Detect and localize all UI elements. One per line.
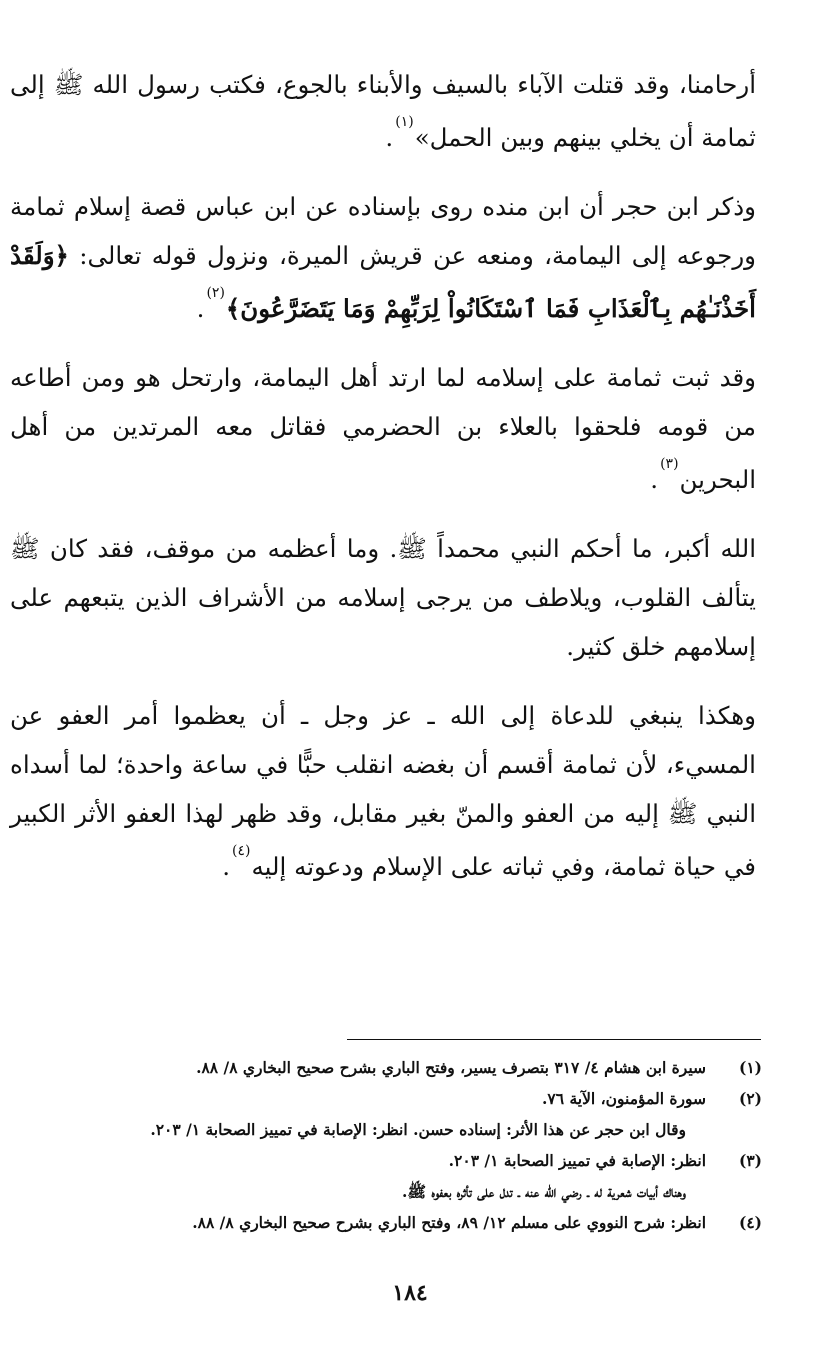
paragraph-end: . [650,465,659,495]
footnote-text: انظر: شرح النووي على مسلم ١٢/ ٨٩، وفتح الباري بشرح صحيح البخاري ٨/ ٨٨. [192,1213,706,1232]
footnote-text: سيرة ابن هشام ٤/ ٣١٧ بتصرف يسير، وفتح الباري بشرح صحيح البخاري ٨/ ٨٨. [196,1058,706,1077]
footnote-3-continuation: وهناك أبيات شعرية له ـ رضي الله عنه ـ تدل على تأثره بعفوه ﷺ. [401,1182,686,1201]
paragraph-end: . [385,123,394,153]
footnote-ref-3: (٣) [660,456,679,473]
footnote-4 [30,1207,762,1238]
paragraph-end: . [222,852,231,882]
paragraph-text: وذكر ابن حجر أن ابن منده روى بإسناده عن ابن عباس قصة إسلام ثمامة ورجوعه إلى اليمامة، ومنعه عن قريش الميرة، ونزول قوله تعالى: [10,192,756,271]
paragraph-4 [10,524,756,671]
footnote-ref-2: (٢) [206,285,225,302]
footnote-number: (٢) [738,1089,762,1108]
paragraph-5 [10,691,756,891]
paragraph-text: وقد ثبت ثمامة على إسلامه لما ارتد أهل اليمامة، وارتحل هو ومن أطاعه من قومه فلحقوا بالعلاء بن الحضرمي فقاتل معه المرتدين من أهل البحرين [10,363,756,495]
footnote-number: (٣) [738,1151,762,1170]
footnote-ref-4: (٤) [232,843,251,860]
footnote-text: سورة المؤمنون، الآية ٧٦. [542,1089,706,1108]
footnotes [30,1052,762,1238]
paragraph-2 [10,182,756,333]
main-text [10,60,756,912]
paragraph-3 [10,353,756,504]
footnote-2 [30,1083,762,1114]
page-number: ١٨٤ [392,1280,428,1306]
footnote-text: انظر: الإصابة في تمييز الصحابة ١/ ٢٠٣. [448,1151,706,1170]
paragraph-text: الله أكبر، ما أحكم النبي محمداً ﷺ. وما أعظمه من موقف، فقد كان ﷺ يتألف القلوب، ويلاطف من يرجى إسلامه من الأشراف الذين يتبعهم على إسلامهم خلق كثير. [10,534,756,662]
footnote-3 [30,1145,762,1176]
paragraph-text: وهكذا ينبغي للدعاة إلى الله ـ عز وجل ـ أن يعظموا أمر العفو عن المسيء، لأن ثمامة أقسم أن بغضه انقلب حبًّا في ساعة واحدة؛ لما أسداه النبي ﷺ إليه من العفو والمنّ بغير مقابل، وقد ظهر لهذا العفو الأثر الكبير في حياة ثمامة، وفي ثباته على الإسلام ودعوته إليه [10,701,756,882]
footnote-separator [347,1039,761,1040]
footnote-number: (٤) [738,1213,762,1232]
footnote-number: (١) [738,1058,762,1077]
paragraph-text: أرحامنا، وقد قتلت الآباء بالسيف والأبناء بالجوع، فكتب رسول الله ﷺ إلى ثمامة أن يخلي بينهم وبين الحمل» [10,70,756,153]
paragraph-1 [10,60,756,162]
quran-verse: ﴿وَلَقَدْ أَخَذْنَـٰهُم بِٱلْعَذَابِ فَمَا ٱسْتَكَانُواْ لِرَبِّهِمْ وَمَا يَتَضَرَّعُونَ﴾ [10,241,756,324]
footnote-1 [30,1052,762,1083]
paragraph-end: . [196,294,205,324]
footnote-2-continuation: وقال ابن حجر عن هذا الأثر: إسناده حسن. انظر: الإصابة في تمييز الصحابة ١/ ٢٠٣. [150,1120,686,1139]
footnote-ref-1: (١) [395,114,414,130]
